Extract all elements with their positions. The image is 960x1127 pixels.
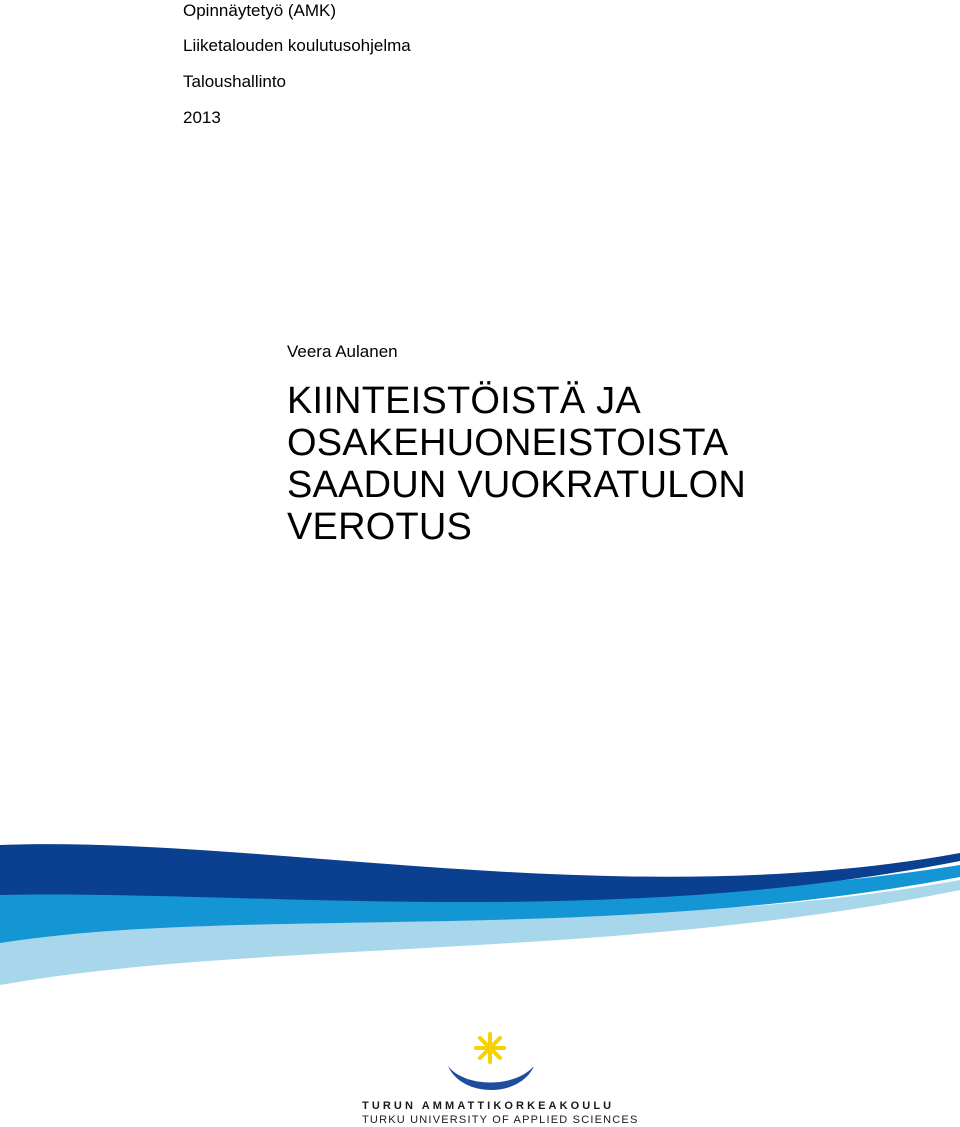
title-line: SAADUN VUOKRATULON bbox=[287, 464, 746, 506]
degree-programme: Liiketalouden koulutusohjelma bbox=[183, 36, 411, 55]
smile-arc-icon bbox=[448, 1066, 534, 1090]
logo-text-english: TURKU UNIVERSITY OF APPLIED SCIENCES bbox=[362, 1114, 639, 1126]
title-line: VEROTUS bbox=[287, 506, 473, 548]
university-logo bbox=[440, 1028, 550, 1098]
author-name: Veera Aulanen bbox=[287, 342, 398, 361]
thesis-title bbox=[287, 380, 927, 548]
sun-star-icon bbox=[476, 1034, 504, 1062]
specialisation: Taloushallinto bbox=[183, 72, 287, 91]
wave-banner bbox=[0, 835, 960, 995]
title-line: OSAKEHUONEISTOISTA bbox=[287, 422, 729, 464]
year: 2013 bbox=[183, 108, 221, 127]
title-line: KIINTEISTÖISTÄ JA bbox=[287, 380, 641, 422]
logo-text-finnish: TURUN AMMATTIKORKEAKOULU bbox=[362, 1100, 615, 1112]
thesis-type: Opinnäytetyö (AMK) bbox=[183, 1, 337, 20]
